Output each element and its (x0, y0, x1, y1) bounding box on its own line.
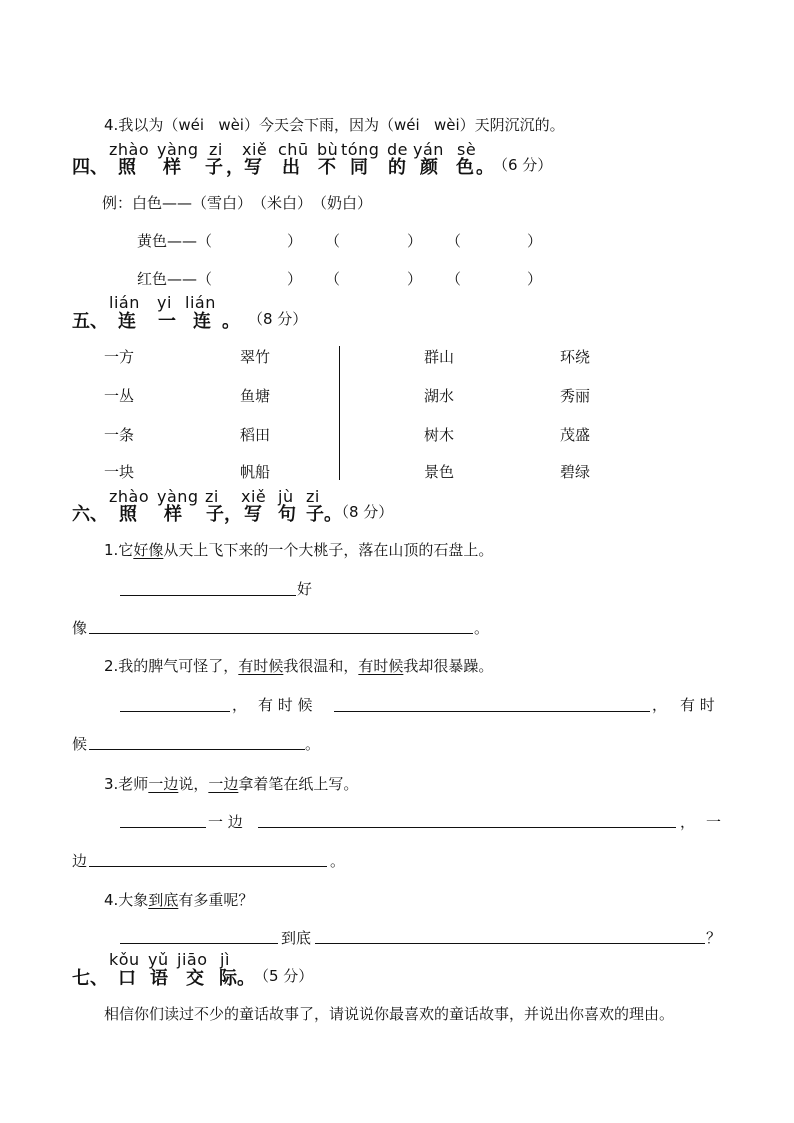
section7-prompt: 相信你们读过不少的童话故事了，请说说你最喜欢的童话故事，并说出你喜欢的理由。 (104, 1005, 675, 1023)
match-item[interactable]: 一方 (104, 348, 135, 366)
match-item[interactable]: 稻田 (240, 426, 271, 444)
match-item[interactable]: 树木 (424, 426, 455, 444)
section6-q1-prompt: 1.它好像从天上飞下来的一个大桃子，落在山顶的石盘上。 (104, 541, 494, 559)
match-item[interactable]: 湖水 (424, 387, 455, 405)
answer-blank[interactable] (258, 827, 676, 828)
match-item[interactable]: 秀丽 (560, 387, 591, 405)
match-item[interactable]: 一条 (104, 426, 135, 444)
answer-blank[interactable] (89, 749, 305, 750)
answer-blank[interactable] (334, 711, 650, 712)
match-item[interactable]: 帆船 (240, 463, 271, 481)
answer-blank[interactable] (120, 827, 206, 828)
match-item[interactable]: 一丛 (104, 387, 135, 405)
answer-blank[interactable] (315, 943, 705, 944)
answer-blank[interactable] (89, 866, 327, 867)
match-item[interactable]: 鱼塘 (240, 387, 271, 405)
section6-q2-prompt: 2.我的脾气可怪了，有时候我很温和，有时候我却很暴躁。 (104, 657, 494, 675)
section6-q4-prompt: 4.大象到底有多重呢？ (104, 891, 254, 909)
match-item[interactable]: 环绕 (560, 348, 591, 366)
match-item[interactable]: 一块 (104, 463, 135, 481)
answer-blank[interactable] (120, 711, 230, 712)
answer-blank[interactable] (89, 633, 473, 634)
answer-blank[interactable] (120, 595, 296, 596)
match-item[interactable]: 景色 (424, 463, 455, 481)
section4-example: 例：白色——（雪白） （米白） （奶白） (102, 194, 373, 212)
match-item[interactable]: 群山 (424, 348, 455, 366)
q3-item-4: 4.我以为（wéi wèi）今天会下雨，因为（wéi wèi）天阴沉沉的。 (104, 116, 565, 134)
match-item[interactable]: 茂盛 (560, 426, 591, 444)
match-item[interactable]: 翠竹 (240, 348, 271, 366)
section6-q3-prompt: 3.老师一边说，一边拿着笔在纸上写。 (104, 775, 359, 793)
match-item[interactable]: 碧绿 (560, 463, 591, 481)
match-divider (339, 346, 340, 480)
answer-blank[interactable] (120, 943, 278, 944)
